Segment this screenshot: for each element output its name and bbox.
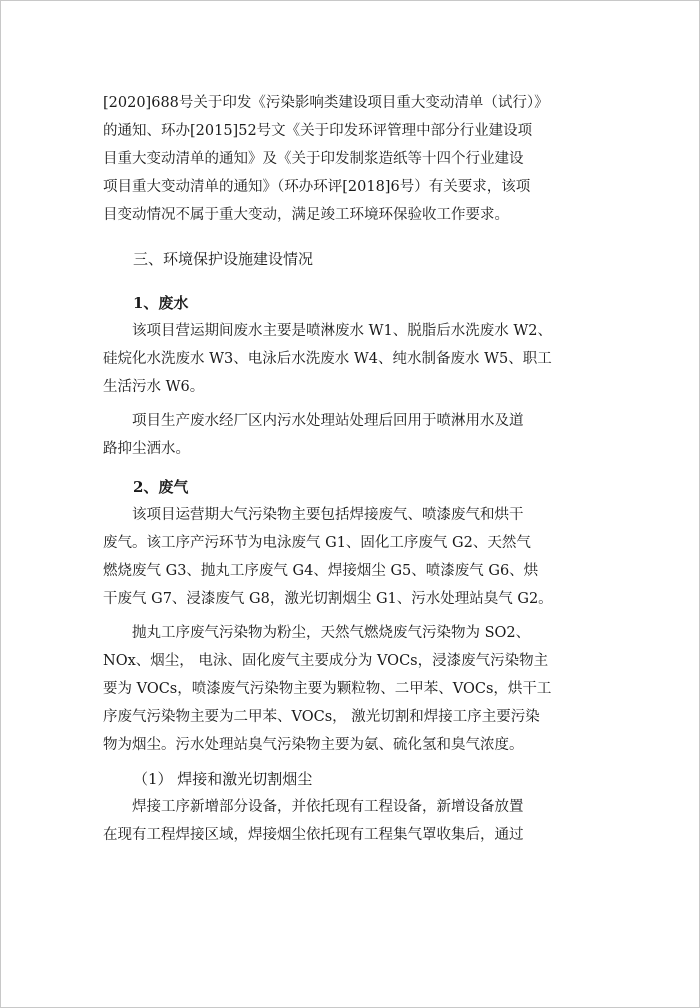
text-line: 序废气污染物主要为二甲苯、VOCs， 激光切割和焊接工序主要污染	[103, 709, 540, 725]
wastewater-paragraph-2	[103, 407, 599, 463]
text-line: 路抑尘洒水。	[103, 441, 190, 457]
wastewater-paragraph-1	[103, 317, 599, 401]
exhaust-heading: 2、废气	[133, 478, 189, 496]
text-line: NOx、烟尘， 电泳、固化废气主要成分为 VOCs，浸漆废气污染物主	[103, 653, 549, 669]
text-line: 目重大变动清单的通知》及《关于印发制浆造纸等十四个行业建设	[103, 151, 524, 167]
text-line: 项目重大变动清单的通知》（环办环评[2018]6号）有关要求，该项	[103, 179, 531, 195]
exhaust-paragraph-1	[103, 501, 599, 613]
text-line: 抛丸工序废气污染物为粉尘，天然气燃烧废气污染物为 SO2、	[132, 625, 531, 641]
text-line: 要为 VOCs，喷漆废气污染物主要为颗粒物、二甲苯、VOCs，烘干工	[103, 681, 552, 697]
wastewater-heading: 1、废水	[133, 294, 189, 312]
text-line: 焊接工序新增部分设备，并依托现有工程设备，新增设备放置	[132, 799, 524, 815]
welding-paragraph	[103, 793, 599, 849]
text-line: 在现有工程焊接区域，焊接烟尘依托现有工程集气罩收集后，通过	[103, 827, 524, 843]
text-line: 的通知、环办[2015]52号文《关于印发环评管理中部分行业建设项	[103, 123, 533, 139]
exhaust-paragraph-2	[103, 619, 599, 759]
text-line: 干废气 G7、浸漆废气 G8，激光切割烟尘 G1、污水处理站臭气 G2。	[103, 591, 553, 607]
text-line: 燃烧废气 G3、抛丸工序废气 G4、焊接烟尘 G5、喷漆废气 G6、烘	[103, 563, 539, 579]
document-body	[103, 89, 599, 849]
text-line: 废气。该工序产污环节为电泳废气 G1、固化工序废气 G2、天然气	[103, 535, 531, 551]
text-line: 物为烟尘。污水处理站臭气污染物主要为氨、硫化氢和臭气浓度。	[103, 737, 524, 753]
text-line: 项目生产废水经厂区内污水处理站处理后回用于喷淋用水及道	[132, 413, 524, 429]
text-line: 生活污水 W6。	[103, 379, 205, 395]
intro-paragraph	[103, 89, 599, 229]
text-line: 该项目运营期大气污染物主要包括焊接废气、喷漆废气和烘干	[132, 507, 524, 523]
section-heading: 三、环境保护设施建设情况	[133, 250, 314, 268]
text-line: 该项目营运期间废水主要是喷淋废水 W1、脱脂后水洗废水 W2、	[132, 323, 552, 339]
text-line: 硅烷化水洗废水 W3、电泳后水洗废水 W4、纯水制备废水 W5、职工	[103, 351, 552, 367]
text-line: [2020]688号关于印发《污染影响类建设项目重大变动清单（试行）》	[103, 95, 549, 111]
welding-fume-heading: （1） 焊接和激光切割烟尘	[133, 770, 313, 788]
text-line: 目变动情况不属于重大变动，满足竣工环境环保验收工作要求。	[103, 207, 509, 223]
